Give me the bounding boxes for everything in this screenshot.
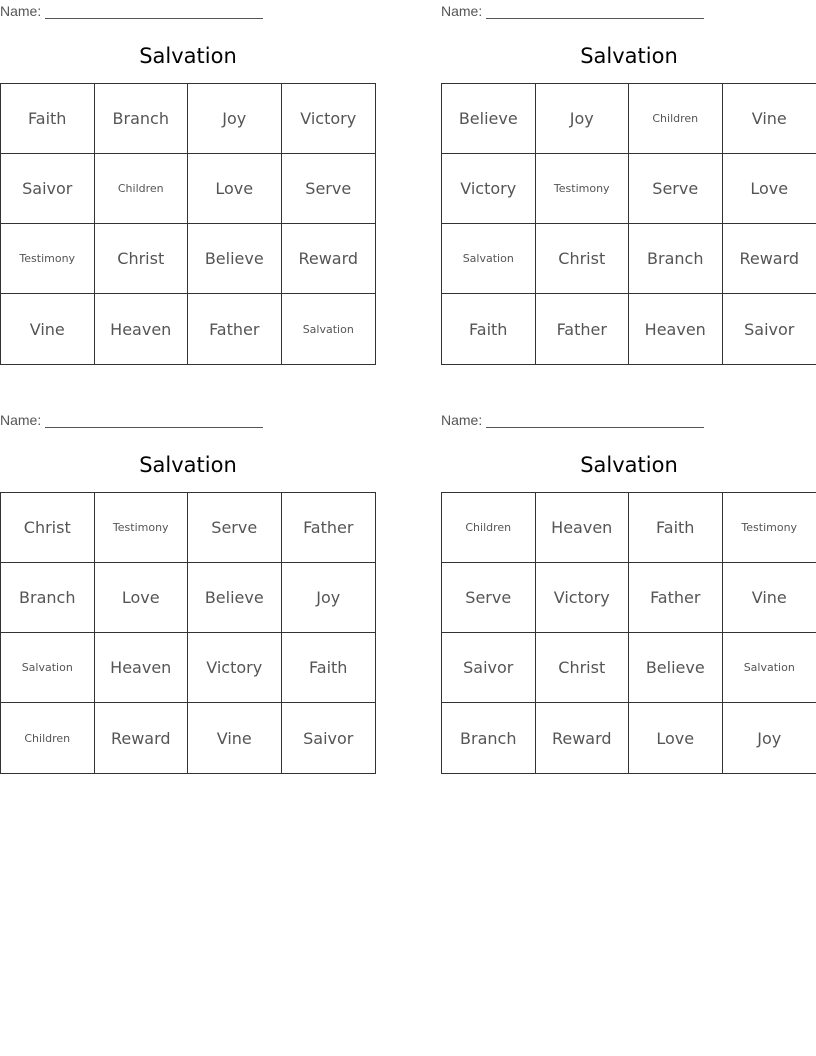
name-field <box>441 3 704 19</box>
bingo-cell: Believe <box>188 224 282 294</box>
bingo-cell: Saivor <box>442 633 536 703</box>
bingo-cell: Testimony <box>95 493 189 563</box>
bingo-cell: Joy <box>757 728 782 748</box>
bingo-cell: Love <box>188 154 282 224</box>
bingo-cell: Father <box>629 563 723 633</box>
bingo-cell: Salvation <box>1 633 95 703</box>
bingo-cell: Christ <box>536 224 630 294</box>
name-blank-line[interactable] <box>45 4 263 19</box>
bingo-cell: Testimony <box>1 224 95 294</box>
bingo-grid <box>441 83 816 365</box>
bingo-cell: Branch <box>1 563 95 633</box>
bingo-cell: Believe <box>629 633 723 703</box>
bingo-cell: Joy <box>188 84 282 154</box>
bingo-cell: Children <box>1 703 95 773</box>
bingo-cell: Serve <box>188 493 282 563</box>
card-title: Salvation <box>580 453 678 477</box>
bingo-cell: Salvation <box>723 633 816 703</box>
name-label: Name: <box>0 412 42 428</box>
bingo-grid <box>0 83 376 365</box>
bingo-cell: Vine <box>723 84 816 154</box>
name-label: Name: <box>441 412 483 428</box>
bingo-cell: Father <box>282 493 376 563</box>
bingo-cell: Children <box>442 493 536 563</box>
bingo-cell: Faith <box>282 633 376 703</box>
bingo-cell: Branch <box>95 84 189 154</box>
bingo-cell: Victory <box>188 633 282 703</box>
bingo-cell: Vine <box>188 703 282 773</box>
bingo-cell: Heaven <box>629 294 723 364</box>
name-field <box>441 412 704 428</box>
bingo-cell: Heaven <box>536 493 630 563</box>
bingo-cell: Children <box>95 154 189 224</box>
bingo-cell: Victory <box>536 563 630 633</box>
card-title: Salvation <box>580 44 678 68</box>
bingo-cell: Vine <box>723 563 816 633</box>
bingo-cell: Christ <box>1 493 95 563</box>
bingo-cell: Love <box>95 563 189 633</box>
bingo-cell: Testimony <box>536 154 630 224</box>
bingo-cell: Heaven <box>95 633 189 703</box>
bingo-cell: Victory <box>282 84 376 154</box>
bingo-cell: Father <box>536 294 630 364</box>
bingo-grid <box>0 492 376 774</box>
bingo-grid <box>441 492 816 774</box>
bingo-cell: Reward <box>536 703 630 773</box>
bingo-cell: Branch <box>629 224 723 294</box>
bingo-cell: Reward <box>95 703 189 773</box>
name-blank-line[interactable] <box>486 4 704 19</box>
bingo-cell: Serve <box>442 563 536 633</box>
name-label: Name: <box>0 3 42 19</box>
bingo-cell: Christ <box>95 224 189 294</box>
bingo-cell: Love <box>629 703 723 773</box>
bingo-cell: Serve <box>629 154 723 224</box>
bingo-cell: Reward <box>723 224 816 294</box>
bingo-cell: Saivor <box>744 319 795 339</box>
bingo-cell: Reward <box>282 224 376 294</box>
bingo-cell: Christ <box>536 633 630 703</box>
bingo-cell: Branch <box>442 703 536 773</box>
name-field <box>0 412 263 428</box>
bingo-cell: Saivor <box>1 154 95 224</box>
bingo-cell: Father <box>188 294 282 364</box>
name-blank-line[interactable] <box>486 413 704 428</box>
bingo-cell: Faith <box>1 84 95 154</box>
card-title: Salvation <box>139 44 237 68</box>
name-blank-line[interactable] <box>45 413 263 428</box>
bingo-cell: Serve <box>282 154 376 224</box>
bingo-cell: Heaven <box>95 294 189 364</box>
bingo-cell: Vine <box>1 294 95 364</box>
bingo-cell: Faith <box>442 294 536 364</box>
bingo-cell: Love <box>723 154 816 224</box>
bingo-cell: Believe <box>442 84 536 154</box>
bingo-cell: Saivor <box>303 728 354 748</box>
bingo-cell: Faith <box>629 493 723 563</box>
bingo-cell: Joy <box>536 84 630 154</box>
bingo-cell: Children <box>629 84 723 154</box>
name-label: Name: <box>441 3 483 19</box>
bingo-cell: Believe <box>188 563 282 633</box>
name-field <box>0 3 263 19</box>
card-title: Salvation <box>139 453 237 477</box>
bingo-cell: Testimony <box>723 493 816 563</box>
bingo-cell: Salvation <box>442 224 536 294</box>
bingo-cell: Victory <box>442 154 536 224</box>
bingo-cell: Joy <box>282 563 376 633</box>
bingo-cell: Salvation <box>302 322 354 336</box>
